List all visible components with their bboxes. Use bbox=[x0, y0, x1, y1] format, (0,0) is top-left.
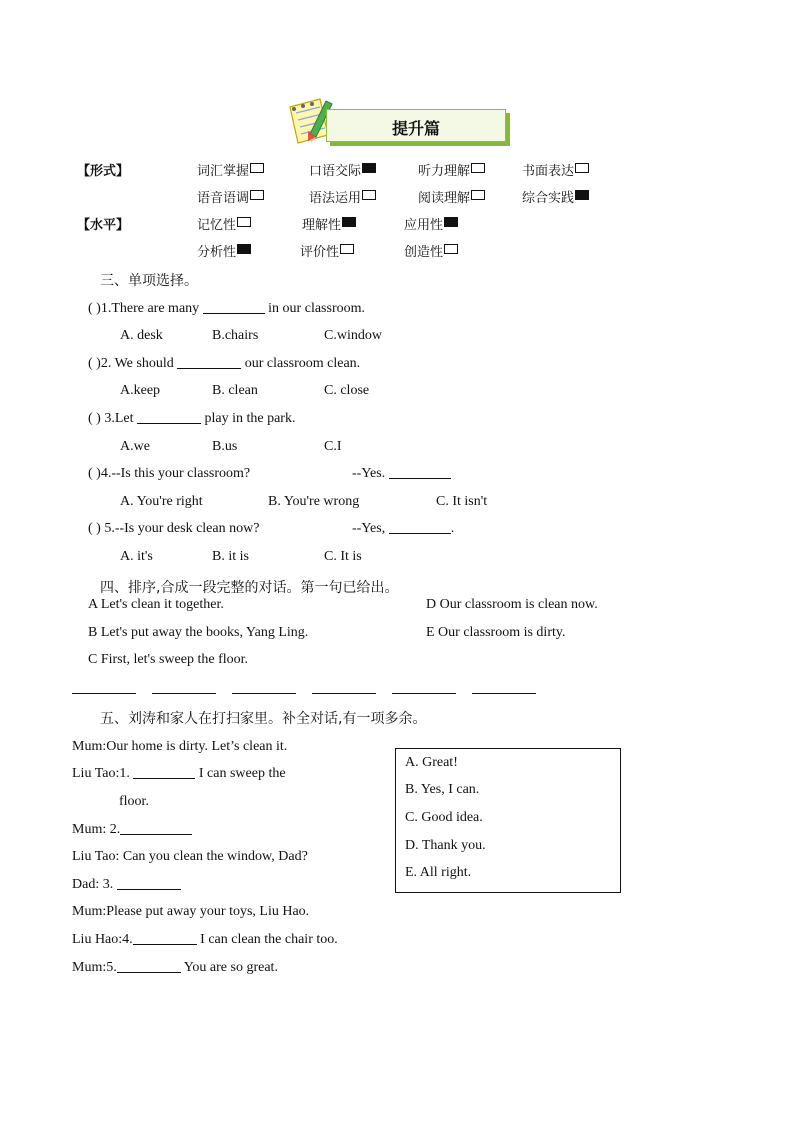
section-heading: 五、刘涛和家人在打扫家里。补全对话,有一项多余。 bbox=[100, 711, 427, 727]
option-item: E. All right. bbox=[405, 865, 472, 880]
options-box bbox=[395, 748, 621, 893]
form-item: 口语交际 bbox=[309, 160, 376, 179]
answer-blank bbox=[137, 411, 201, 424]
banner-box bbox=[326, 109, 506, 142]
checkbox bbox=[250, 190, 264, 200]
question: ( )2. We should our classroom clean. bbox=[88, 356, 361, 371]
form-item: 语法运用 bbox=[309, 187, 376, 206]
answer-blank bbox=[117, 960, 181, 973]
form-label: 【形式】 bbox=[77, 164, 130, 179]
order-blank bbox=[472, 693, 536, 694]
question: ( )4.--Is this your classroom? bbox=[88, 466, 251, 481]
option: C. It is bbox=[324, 549, 362, 564]
dialogue-line: Mum:5. You are so great. bbox=[72, 960, 278, 975]
option: B. clean bbox=[212, 383, 258, 398]
form-item: 综合实践 bbox=[522, 187, 589, 206]
level-item: 记忆性 bbox=[197, 214, 251, 233]
form-item: 书面表达 bbox=[522, 160, 589, 179]
section-heading: 三、单项选择。 bbox=[100, 273, 198, 289]
order-blank bbox=[312, 693, 376, 694]
dialogue-line: Mum: 2. bbox=[72, 822, 192, 838]
checkbox bbox=[362, 190, 376, 200]
option: B.us bbox=[212, 439, 238, 454]
option: C.I bbox=[324, 439, 342, 454]
question-reply: --Yes, . bbox=[352, 521, 455, 536]
level-label: 【水平】 bbox=[77, 218, 130, 233]
section-banner bbox=[286, 97, 511, 147]
answer-blank bbox=[133, 932, 197, 945]
checkbox bbox=[471, 163, 485, 173]
level-item: 应用性 bbox=[404, 214, 458, 233]
form-item: 语音语调 bbox=[197, 187, 264, 206]
order-blank bbox=[72, 693, 136, 694]
question-reply: --Yes. bbox=[352, 466, 451, 482]
checkbox bbox=[575, 190, 589, 200]
dialogue-line: Liu Hao:4. I can clean the chair too. bbox=[72, 932, 338, 947]
checkbox bbox=[575, 163, 589, 173]
dialogue-line: Liu Tao: Can you clean the window, Dad? bbox=[72, 849, 308, 864]
dialogue-line: Mum:Please put away your toys, Liu Hao. bbox=[72, 904, 310, 919]
answer-blank bbox=[133, 766, 195, 779]
option: C. close bbox=[324, 383, 370, 398]
option: B. You're wrong bbox=[268, 494, 360, 509]
dialogue-line: Mum:Our home is dirty. Let’s clean it. bbox=[72, 739, 288, 754]
sentence-item: E Our classroom is dirty. bbox=[426, 625, 566, 640]
form-item: 听力理解 bbox=[418, 160, 485, 179]
option-item: C. Good idea. bbox=[405, 810, 483, 825]
sentence-item: C First, let's sweep the floor. bbox=[88, 652, 249, 667]
option: A. desk bbox=[120, 328, 163, 343]
option: C. It isn't bbox=[436, 494, 488, 509]
level-item: 评价性 bbox=[300, 241, 354, 260]
checkbox bbox=[444, 244, 458, 254]
sentence-item: D Our classroom is clean now. bbox=[426, 597, 598, 612]
question: ( )1.There are many in our classroom. bbox=[88, 301, 365, 316]
order-blank bbox=[152, 693, 216, 694]
checkbox bbox=[237, 244, 251, 254]
order-blank bbox=[392, 693, 456, 694]
sentence-item: B Let's put away the books, Yang Ling. bbox=[88, 625, 309, 640]
option-item: D. Thank you. bbox=[405, 838, 486, 853]
checkbox bbox=[362, 163, 376, 173]
checkbox bbox=[250, 163, 264, 173]
answer-blank bbox=[203, 301, 265, 314]
option: B.chairs bbox=[212, 328, 259, 343]
option-item: B. Yes, I can. bbox=[405, 782, 480, 797]
answer-blank bbox=[389, 521, 451, 534]
form-item: 词汇掌握 bbox=[197, 160, 264, 179]
checkbox bbox=[340, 244, 354, 254]
question: ( ) 5.--Is your desk clean now? bbox=[88, 521, 260, 536]
option: A.we bbox=[120, 439, 150, 454]
level-item: 分析性 bbox=[197, 241, 251, 260]
question: ( ) 3.Let play in the park. bbox=[88, 411, 296, 426]
checkbox bbox=[342, 217, 356, 227]
sentence-item: A Let's clean it together. bbox=[88, 597, 224, 612]
checkbox bbox=[471, 190, 485, 200]
dialogue-line: floor. bbox=[119, 794, 149, 809]
option-item: A. Great! bbox=[405, 755, 458, 770]
page-title: 提升篇 bbox=[391, 119, 440, 138]
dialogue-line: Liu Tao:1. I can sweep the bbox=[72, 766, 286, 781]
answer-blank bbox=[120, 822, 192, 835]
option: A. it's bbox=[120, 549, 153, 564]
order-blank bbox=[232, 693, 296, 694]
level-item: 创造性 bbox=[404, 241, 458, 260]
section-heading: 四、排序,合成一段完整的对话。第一句已给出。 bbox=[100, 580, 399, 596]
checkbox bbox=[237, 217, 251, 227]
option: A.keep bbox=[120, 383, 161, 398]
checkbox bbox=[444, 217, 458, 227]
option: C.window bbox=[324, 328, 382, 343]
dialogue-line: Dad: 3. bbox=[72, 877, 181, 893]
option: B. it is bbox=[212, 549, 249, 564]
answer-blank bbox=[389, 466, 451, 479]
answer-blank bbox=[177, 356, 241, 369]
level-item: 理解性 bbox=[302, 214, 356, 233]
option: A. You're right bbox=[120, 494, 203, 509]
answer-blank bbox=[117, 877, 181, 890]
form-item: 阅读理解 bbox=[418, 187, 485, 206]
